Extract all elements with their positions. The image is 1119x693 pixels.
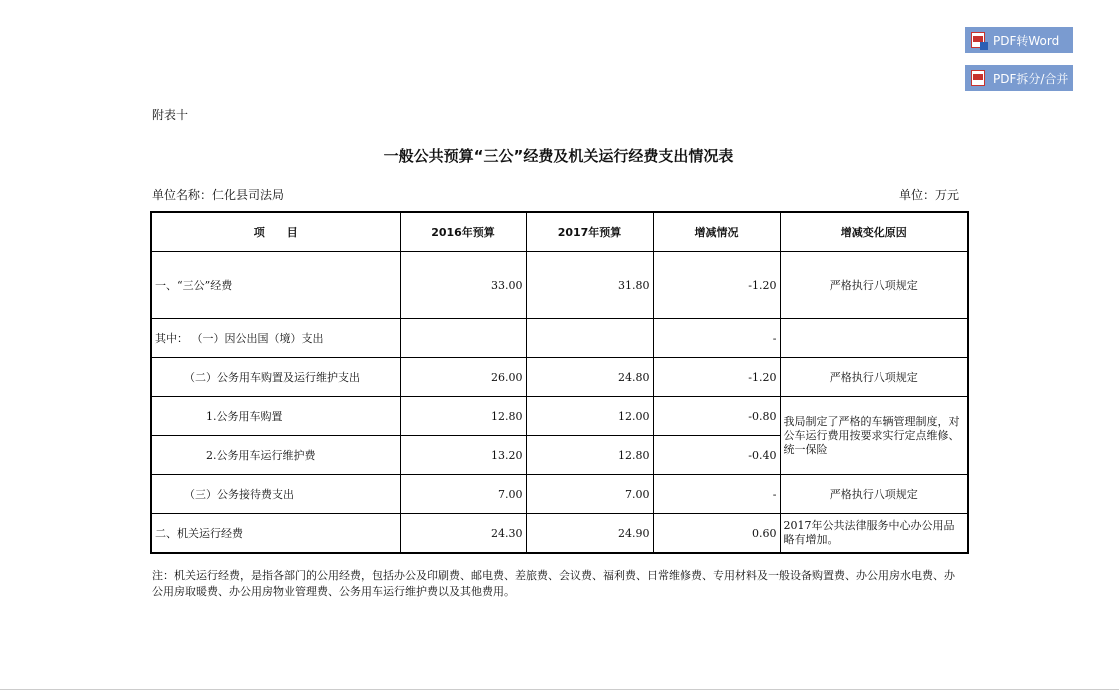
table-row: [151, 319, 968, 358]
row-change: -1.20: [653, 252, 780, 319]
budget-table: [150, 211, 969, 554]
row-item: 二、机关运行经费: [151, 514, 400, 554]
footnote: 注：机关运行经费，是指各部门的公用经费，包括办公及印刷费、邮电费、差旅费、会议费、福利费、日常维修费、专用材料及一般设备购置费、办公用房水电费、办公用房取暖费、办公用房物业管理费、公务用车运行维护费以及其他费用。: [152, 569, 955, 598]
row-2016: [400, 319, 526, 358]
row-item: 2.公务用车运行维护费: [151, 436, 400, 475]
row-2016: 12.80: [400, 397, 526, 436]
table-row: [151, 358, 968, 397]
row-2017: 24.80: [526, 358, 653, 397]
row-2017: 7.00: [526, 475, 653, 514]
pdf-split-merge-label: PDF拆分/合并: [993, 71, 1069, 86]
row-2017: 12.00: [526, 397, 653, 436]
row-2017: 12.80: [526, 436, 653, 475]
row-item: 一、“三公”经费: [151, 252, 400, 319]
row-2017: [526, 319, 653, 358]
row-item: （三）公务接待费支出: [151, 475, 400, 514]
row-2016: 13.20: [400, 436, 526, 475]
row-item: （二）公务用车购置及运行维护支出: [151, 358, 400, 397]
header-item: 项 目: [151, 212, 400, 252]
row-change: -0.40: [653, 436, 780, 475]
table-row: [151, 397, 968, 436]
header-2017: 2017年预算: [526, 212, 653, 252]
row-2016: 24.30: [400, 514, 526, 554]
row-reason: 严格执行八项规定: [780, 358, 968, 397]
row-change: -: [653, 475, 780, 514]
row-2016: 33.00: [400, 252, 526, 319]
page-divider: [0, 689, 1119, 690]
pdf-split-merge-button[interactable]: [965, 65, 1073, 91]
unit-label: 单位：万元: [898, 188, 959, 202]
table-row: [151, 475, 968, 514]
row-2016: 7.00: [400, 475, 526, 514]
row-reason: 严格执行八项规定: [780, 475, 968, 514]
row-2017: 31.80: [526, 252, 653, 319]
header-reason: 增减变化原因: [780, 212, 968, 252]
row-change: -: [653, 319, 780, 358]
unit-name: 单位名称：仁化县司法局: [152, 188, 285, 202]
row-change: -1.20: [653, 358, 780, 397]
table-header-row: [151, 212, 968, 252]
pdf-word-icon: [971, 32, 985, 48]
row-change: 0.60: [653, 514, 780, 554]
pdf-to-word-button[interactable]: [965, 27, 1073, 53]
row-reason: [780, 319, 968, 358]
row-2016: 26.00: [400, 358, 526, 397]
appendix-label: 附表十: [152, 108, 189, 122]
header-2016: 2016年预算: [400, 212, 526, 252]
row-item: 1.公务用车购置: [151, 397, 400, 436]
row-reason: 严格执行八项规定: [780, 252, 968, 319]
row-reason-merged: 我局制定了严格的车辆管理制度，对公车运行费用按要求实行定点维修、统一保险: [780, 397, 968, 475]
row-2017: 24.90: [526, 514, 653, 554]
page-title: 一般公共预算“三公”经费及机关运行经费支出情况表: [383, 147, 734, 165]
row-reason: 2017年公共法律服务中心办公用品略有增加。: [780, 514, 968, 554]
table-row: [151, 252, 968, 319]
pdf-to-word-label: PDF转Word: [993, 33, 1060, 48]
pdf-icon: [971, 70, 985, 86]
header-change: 增减情况: [653, 212, 780, 252]
row-item: 其中： （一）因公出国（境）支出: [151, 319, 400, 358]
table-row: [151, 514, 968, 554]
row-change: -0.80: [653, 397, 780, 436]
